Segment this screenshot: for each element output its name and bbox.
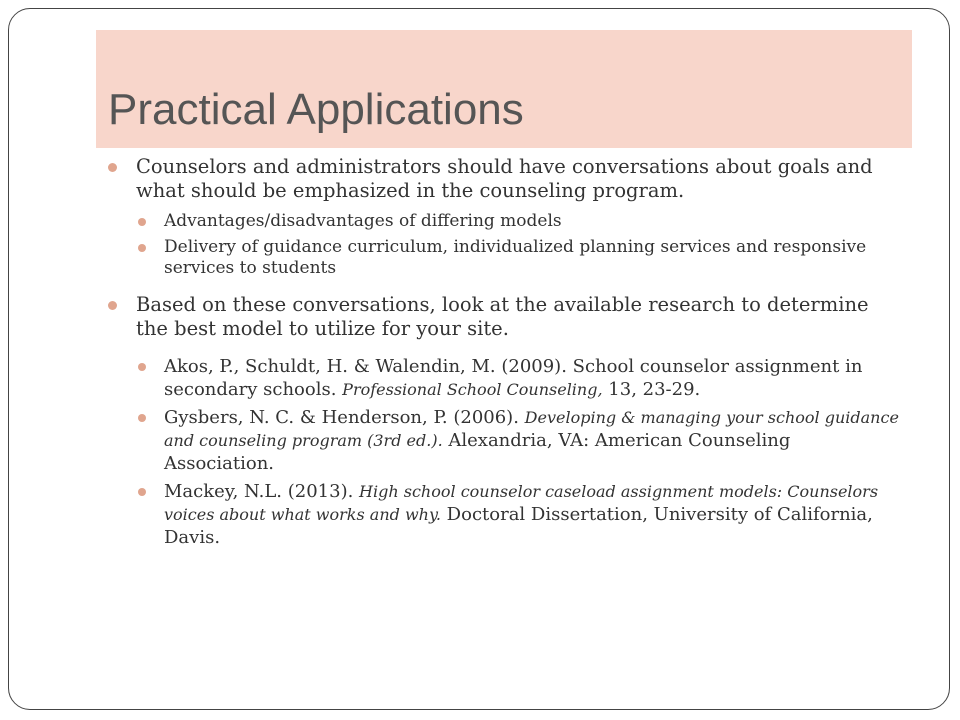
sub-bullet-text: Delivery of guidance curriculum, individualized planning services and responsive services to students xyxy=(164,237,867,278)
sub-bullet-dot-icon xyxy=(138,488,146,496)
bullet-research xyxy=(106,293,906,341)
sub-bullet-dot-icon xyxy=(138,363,146,371)
sub-bullet-dot-icon xyxy=(138,414,146,422)
bullet-dot-icon xyxy=(108,301,117,310)
reference-title: High school counselor caseload assignment models: Counselors voices about what works and why. xyxy=(164,482,879,524)
reference-authors: Gysbers, N. C. & Henderson, P. (2006). xyxy=(164,407,525,428)
reference-authors: Mackey, N.L. (2013). xyxy=(164,481,360,502)
slide-content xyxy=(106,155,906,549)
reference-title: Professional School Counseling, xyxy=(342,380,603,399)
sub-bullet-dot-icon xyxy=(138,218,146,226)
bullet-conversations xyxy=(106,155,906,203)
reference-details: 13, 23-29. xyxy=(602,379,701,400)
reference-authors: Akos, P., Schuldt, H. & Walendin, M. (2009). School counselor assignment in secondary schools. xyxy=(164,356,863,400)
sub-bullet-delivery xyxy=(134,237,906,279)
bullet-list xyxy=(106,155,906,549)
sub-bullet-dot-icon xyxy=(138,244,146,252)
bullet-text: Counselors and administrators should have conversations about goals and what should be emphasized in the counseling program. xyxy=(136,155,873,202)
sub-bullet-advantages xyxy=(134,211,906,232)
sub-bullet-text: Advantages/disadvantages of differing models xyxy=(164,211,562,231)
bullet-dot-icon xyxy=(108,163,117,172)
slide-title: Practical Applications xyxy=(108,85,524,134)
reference-akos xyxy=(134,355,906,401)
title-band xyxy=(96,30,912,148)
reference-details: Alexandria, VA: American Counseling Association. xyxy=(164,430,791,474)
reference-mackey xyxy=(134,480,906,549)
reference-gysbers xyxy=(134,406,906,475)
reference-title: Developing & managing your school guidance and counseling program (3rd ed.). xyxy=(164,408,899,450)
reference-details: Doctoral Dissertation, University of California, Davis. xyxy=(164,504,873,548)
bullet-text: Based on these conversations, look at the available research to determine the best model to utilize for your site. xyxy=(136,293,869,340)
